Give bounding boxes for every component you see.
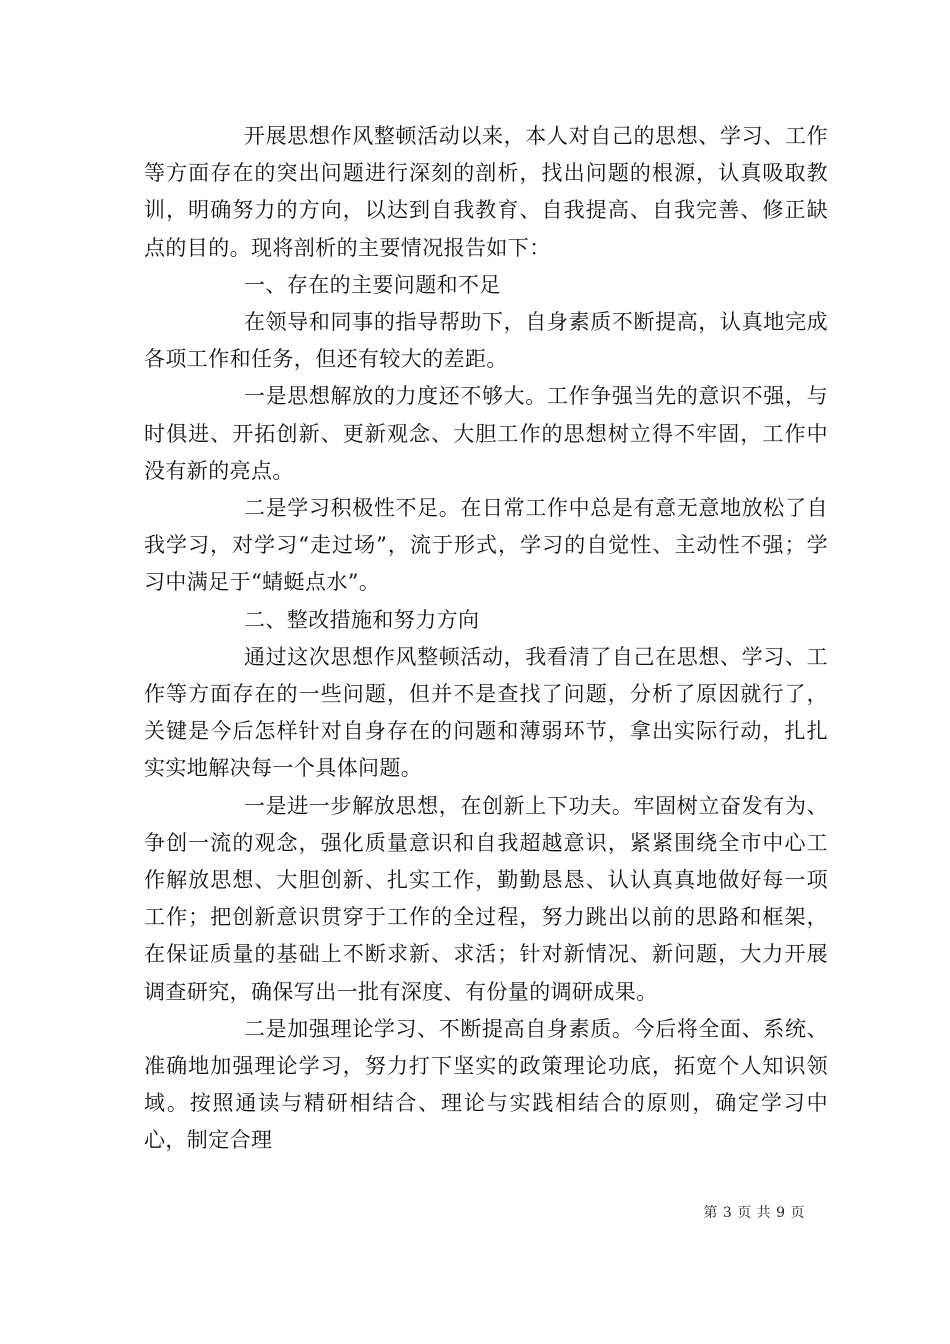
paragraph-measure-two: 二是加强理论学习、不断提高自身素质。今后将全面、系统、准确地加强理论学习，努力打下坚实的政策理论功底，拓宽个人知识领域。按照通读与精研相结合、理论与实践相结合的原则，确定学习中心，制定合理 xyxy=(144,1016,828,1153)
paragraph-measures-overview: 通过这次思想作风整顿活动，我看清了自己在思想、学习、工作等方面存在的一些问题，但并不是查找了问题，分析了原因就行了，关键是今后怎样针对自身存在的问题和薄弱环节，拿出实际行动，扎扎实实地解决每一个具体问题。 xyxy=(144,644,828,781)
document-body xyxy=(144,118,828,1160)
paragraph-problem-two: 二是学习积极性不足。在日常工作中总是有意无意地放松了自我学习，对学习“走过场”，流于形式，学习的自觉性、主动性不强；学习中满足于“蜻蜓点水”。 xyxy=(144,496,828,595)
section-heading-measures: 二、整改措施和努力方向 xyxy=(244,607,480,632)
page-number-footer: 第 3 页 共 9 页 xyxy=(703,1205,805,1221)
paragraph-problem-one: 一是思想解放的力度还不够大。工作争强当先的意识不强，与时俱进、开拓创新、更新观念、大胆工作的思想树立得不牢固，工作中没有新的亮点。 xyxy=(144,384,828,483)
paragraph-intro: 开展思想作风整顿活动以来，本人对自己的思想、学习、工作等方面存在的突出问题进行深刻的剖析，找出问题的根源，认真吸取教训，明确努力的方向，以达到自我教育、自我提高、自我完善、修正缺点的目的。现将剖析的主要情况报告如下： xyxy=(144,124,828,260)
paragraph-measure-one: 一是进一步解放思想，在创新上下功夫。牢固树立奋发有为、争创一流的观念，强化质量意识和自我超越意识，紧紧围绕全市中心工作解放思想、大胆创新、扎实工作，勤勤恳恳、认认真真地做好每一项工作；把创新意识贯穿于工作的全过程，努力跳出以前的思路和框架，在保证质量的基础上不断求新、求活；针对新情况、新问题，大力开展调查研究，确保写出一批有深度、有份量的调研成果。 xyxy=(144,793,828,1004)
paragraph-problems-overview: 在领导和同事的指导帮助下，自身素质不断提高，认真地完成各项工作和任务，但还有较大的差距。 xyxy=(144,310,828,372)
section-heading-problems: 一、存在的主要问题和不足 xyxy=(244,272,501,297)
